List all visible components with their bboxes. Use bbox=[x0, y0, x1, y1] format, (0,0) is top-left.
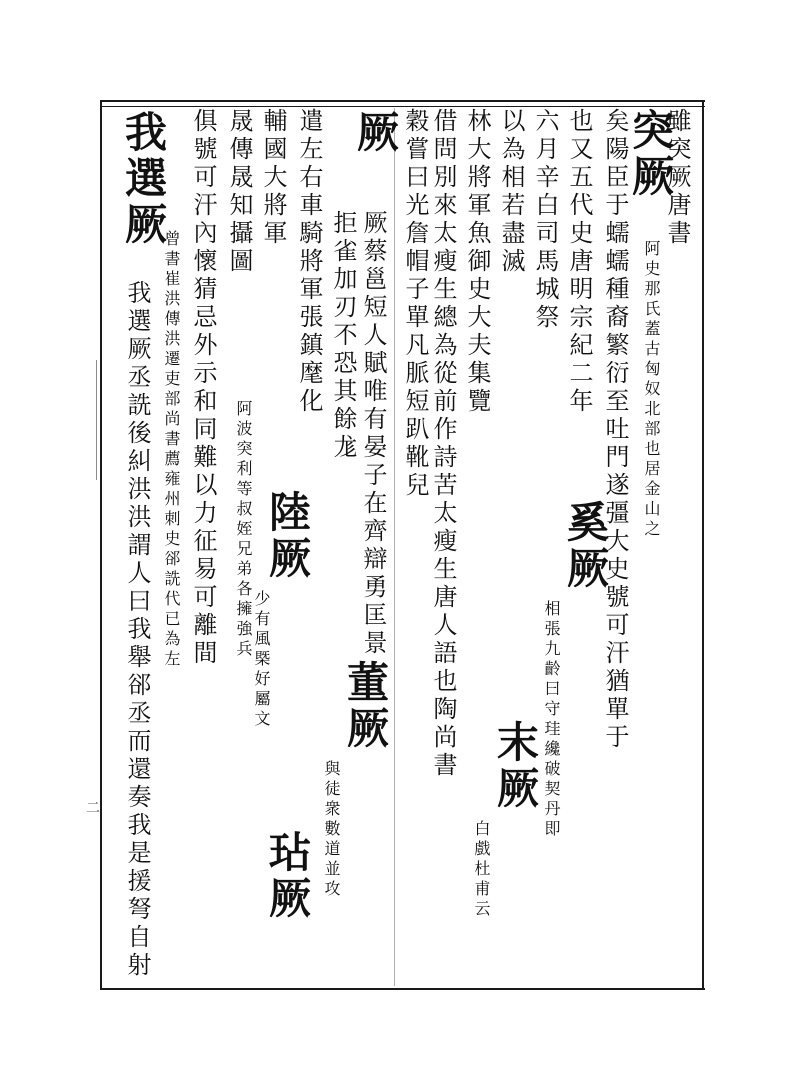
headword-mo: 末厥 bbox=[491, 720, 540, 812]
text-column-5: 以為相若盡滅 bbox=[497, 108, 525, 276]
text-column-15: 我選厥丞詵後糾洪洪謂人曰我舉郤丞而還奏我是援弩自射 bbox=[123, 280, 151, 980]
page-edge-mark bbox=[96, 360, 97, 480]
annotation-mo: 白戲杜甫云 bbox=[472, 820, 491, 920]
top-border bbox=[100, 100, 705, 102]
headword-zhan: 玷厥 bbox=[263, 830, 312, 922]
margin-page-label: 二 bbox=[84, 800, 100, 816]
annotation-column-15: 曾書崔洪傳洪遷吏部尚書薦雍州刺史郤詵代已為左 bbox=[162, 230, 181, 670]
annotation-column-13: 阿波突利等叔姪兄弟各擁強兵 bbox=[234, 400, 253, 660]
headword-tujue: 突厥 bbox=[626, 108, 675, 200]
left-border bbox=[100, 100, 102, 990]
text-column-8: 穀嘗曰光詹帽子單凡脈短趴靴兒 bbox=[401, 108, 429, 500]
headword-xi: 奚厥 bbox=[561, 500, 610, 592]
text-column-3: 也又五代史唐明宗紀二年 bbox=[565, 108, 593, 416]
annotation-lu: 少有風槩好屬文 bbox=[252, 590, 271, 730]
text-column-6: 林大將軍魚御史大夫集覽 bbox=[463, 108, 491, 416]
text-column-9: 厥蔡邕短人賦唯有晏子在齊辯勇匡景 bbox=[359, 210, 387, 658]
annotation-xi: 相張九齡曰守珪纔破契丹即 bbox=[542, 600, 561, 840]
headword-wo: 我選厥 bbox=[119, 110, 168, 248]
text-column-10: 拒雀加刃不恐其餘尨 bbox=[329, 210, 357, 462]
top-border-inner bbox=[100, 106, 705, 107]
text-column-4: 六月辛白司馬城祭 bbox=[531, 108, 559, 332]
text-column-2: 矣陽臣于蠕蠕種裔繁衍至吐門遂彊大史號可汗猶單于 bbox=[601, 108, 629, 752]
text-column-1: 雖突厥唐書 bbox=[663, 108, 691, 248]
bottom-border bbox=[100, 988, 705, 990]
headword-lu: 陸厥 bbox=[263, 490, 312, 582]
headword-dong: 董厥 bbox=[341, 660, 390, 752]
text-column-13: 晟傳晟知攝圖 bbox=[225, 108, 253, 276]
text-column-12: 輔國大將軍 bbox=[259, 108, 287, 248]
right-border bbox=[702, 100, 704, 990]
headword-jue: 厥 bbox=[351, 110, 400, 156]
column-divider bbox=[394, 108, 395, 986]
text-column-11: 遣左右車騎將軍張鎮麾化 bbox=[295, 108, 323, 416]
annotation-column-1: 阿史那氏蓋古匈奴北部也居金山之 bbox=[642, 240, 661, 540]
text-column-7: 借問別來太瘦生總為從前作詩苦太瘦生唐人語也陶尚書 bbox=[429, 108, 457, 780]
text-column-14: 俱號可汗內懷猜忌外示和同難以力征易可離間 bbox=[189, 108, 217, 668]
annotation-dong: 與徒衆數道並攻 bbox=[322, 760, 341, 900]
